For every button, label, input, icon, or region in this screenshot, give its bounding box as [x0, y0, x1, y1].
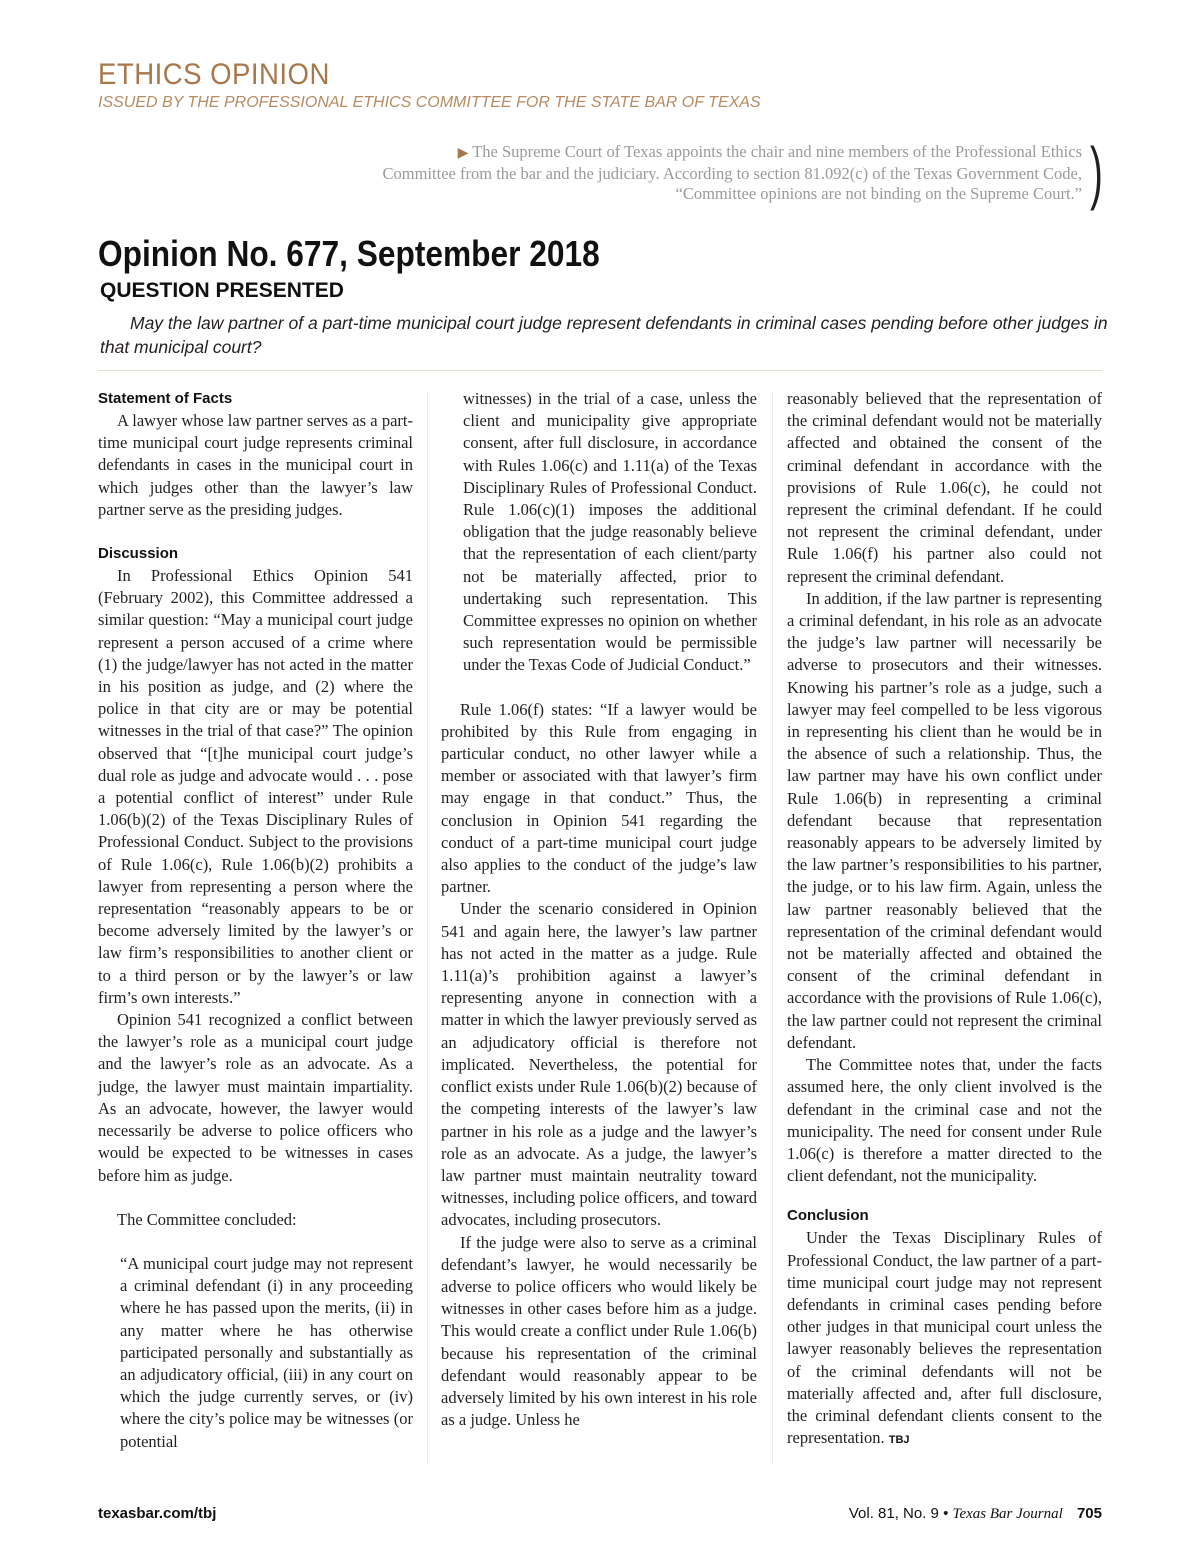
block-quote: [441, 388, 757, 677]
column-divider: [427, 392, 428, 1464]
conclusion-paragraph: [787, 1227, 1102, 1451]
discussion-paragraph: In Professional Ethics Opinion 541 (February 2002), this Committee addressed a similar question: “May a municipal court judge represent a person accused of a crime where (1) the judge/lawyer has not acted in the matter in his position as judge, and (2) where the police in that city are or may be potential witnesses in the trial of that case?” The opinion observed that “[t]he municipal court judge’s dual role as judge and advocate would . . . pose a potential conflict of interest” under Rule 1.06(b)(2) of the Texas Disciplinary Rules of Professional Conduct. Subject to the provisions of Rule 1.06(c), Rule 1.06(b)(2) prohibits a lawyer from representing a person where the representation “reasonably appears to be or become adversely limited by the lawyer’s or law firm’s responsibilities to another client or to a third person or by the lawyer’s or law firm’s own interests.”: [98, 566, 413, 1007]
facts-heading: Statement of Facts: [98, 390, 233, 407]
callout-text: The Supreme Court of Texas appoints the chair and nine members of the Professional Ethics Committee from the bar and the judiciary. According to section 81.092(c) of the Texas Government Code, “Committee opinions are not binding on the Supreme Court.”: [382, 142, 1082, 203]
discussion-heading: Discussion: [98, 545, 179, 563]
discussion-paragraph: The Committee notes that, under the facts assumed here, the only client involved is the defendant in the criminal case and not the municipality. The need for consent under Rule 1.06(c) is therefore a matter directed to the client defendant, not the municipality.: [787, 1055, 1102, 1186]
section-title: ETHICS OPINION: [98, 58, 330, 91]
discussion-paragraph: If the judge were also to serve as a criminal defendant’s lawyer, he would necessarily be adverse to police officers who would likely be witnesses in other cases before him as a judge. This would create a conflict under Rule 1.06(b) because his representation of the criminal defendant would reasonably appear to be adversely limited by his own interest in his role as a judge. Unless he: [441, 1232, 757, 1430]
discussion-paragraph: Under the scenario considered in Opinion 541 and again here, the lawyer’s law partner has not acted in the matter as a judge. Rule 1.11(a)’s prohibition against a lawyer’s representing anyone in connection with a matter in which the lawyer previously served as an adjudicatory official is therefore not implicated. Nevertheless, the potential for conflict exists under Rule 1.06(b)(2) because of the competing interests of the lawyer’s law partner in his role as a judge and the lawyer’s role as an advocate. As a judge, the lawyer’s law partner must maintain neutrality toward witnesses, including police officers, and toward advocates, including prosecutors.: [441, 899, 757, 1230]
question-heading: QUESTION PRESENTED: [100, 279, 344, 302]
column-divider: [772, 392, 773, 1464]
conclusion-text: Under the Texas Disciplinary Rules of Professional Conduct, the law partner of a part-time municipal court judge may not represent defendants in criminal cases pending before other judges in that municipal court unless the lawyer reasonably believes the representation of the criminal defendants will not be materially affected and, after full disclosure, the criminal defendant clients consent to the representation.: [787, 1228, 1102, 1448]
column-3: [787, 388, 1102, 1451]
callout-note: [382, 142, 1082, 204]
triangle-arrow-icon: ▶: [457, 146, 469, 161]
callout-parenthesis: ): [1090, 133, 1103, 211]
page-number: 705: [1076, 1505, 1102, 1522]
column-2: [441, 388, 757, 1431]
opinion-title: Opinion No. 677, September 2018: [98, 233, 600, 274]
facts-paragraph: A lawyer whose law partner serves as a part-time municipal court judge represents criminal defendants in cases in the municipal court in which judges other than the lawyer’s law partner serve as the presiding judges.: [98, 411, 413, 519]
column-1: [98, 388, 413, 1453]
quote-text: “A municipal court judge may not represent a criminal defendant (i) in any proceeding where he has passed upon the merits, (ii) in any matter where he has otherwise participated personally and substantially as an adjudicatory official, (iii) in any court on which the judge currently serves, or (iv) where the city’s police may be witnesses (or potential: [120, 1253, 413, 1451]
discussion-paragraph: In addition, if the law partner is representing a criminal defendant, in his role as an advocate the judge’s law partner will necessarily be adverse to prosecutors and their witnesses. Knowing his partner’s role as a judge, such a lawyer may feel compelled to be less vigorous in representing his client than he would be in the absence of such a relationship. Thus, the law partner may have his own conflict under Rule 1.06(b) in representing a criminal defendant because that representation reasonably appears to be adversely limited by the law partner’s responsibilities to his partner, the judge, or to his law firm. Again, unless the law partner reasonably believed that the representation of the criminal defendant would not be materially affected and obtained the consent of the criminal defendant in accordance with the provisions of Rule 1.06(c), the law partner could not represent the criminal defendant.: [787, 588, 1102, 1052]
footer-site-link[interactable]: texasbar.com/tbj: [98, 1505, 217, 1522]
quote-text: witnesses) in the trial of a case, unless the client and municipality give appropriate consent, after full disclosure, in accordance with Rules 1.06(c) and 1.11(a) of the Texas Disciplinary Rules of Professional Conduct. Rule 1.06(c)(1) imposes the additional obligation that the judge reasonably believe that the representation of each client/party not be materially affected, prior to undertaking such representation. This Committee expresses no opinion on whether such representation would be permissible under the Texas Code of Judicial Conduct.”: [463, 389, 757, 675]
section-subtitle: ISSUED BY THE PROFESSIONAL ETHICS COMMITTEE FOR THE STATE BAR OF TEXAS: [98, 94, 761, 111]
tbj-end-mark: TBJ: [888, 1434, 910, 1447]
discussion-paragraph: Opinion 541 recognized a conflict between the lawyer’s role as a municipal court judge and the lawyer’s role as an advocate. As a judge, the lawyer must maintain impartiality. As an advocate, however, the lawyer would necessarily be adverse to police officers who would be expected to be witnesses in cases before him as judge.: [98, 1010, 413, 1185]
discussion-paragraph: reasonably believed that the representation of the criminal defendant would not be materially affected and obtained the consent of the criminal defendant in accordance with the provisions of Rule 1.06(c), he could not represent the criminal defendant. If he could not represent the criminal defendant, under Rule 1.06(f) his partner also could not represent the criminal defendant.: [787, 389, 1102, 586]
footer-journal: Texas Bar Journal: [952, 1506, 1063, 1522]
question-text: May the law partner of a part-time municipal court judge represent defendants in criminal cases pending before other judges in that municipal court?: [100, 313, 1108, 357]
discussion-paragraph: The Committee concluded:: [117, 1209, 297, 1229]
conclusion-heading: Conclusion: [787, 1207, 869, 1225]
footer-volume: Vol. 81, No. 9: [848, 1505, 939, 1522]
footer-folio: [849, 1505, 1102, 1523]
footer-bullet: •: [943, 1505, 949, 1522]
divider: [98, 370, 1102, 371]
discussion-paragraph: Rule 1.06(f) states: “If a lawyer would be prohibited by this Rule from engaging in particular conduct, no other lawyer while a member or associated with that lawyer’s firm may engage in that conduct.” Thus, the conclusion in Opinion 541 regarding the conduct of a part-time municipal court judge also applies to the conduct of the judge’s law partner.: [441, 699, 757, 897]
block-quote: [98, 1253, 413, 1453]
